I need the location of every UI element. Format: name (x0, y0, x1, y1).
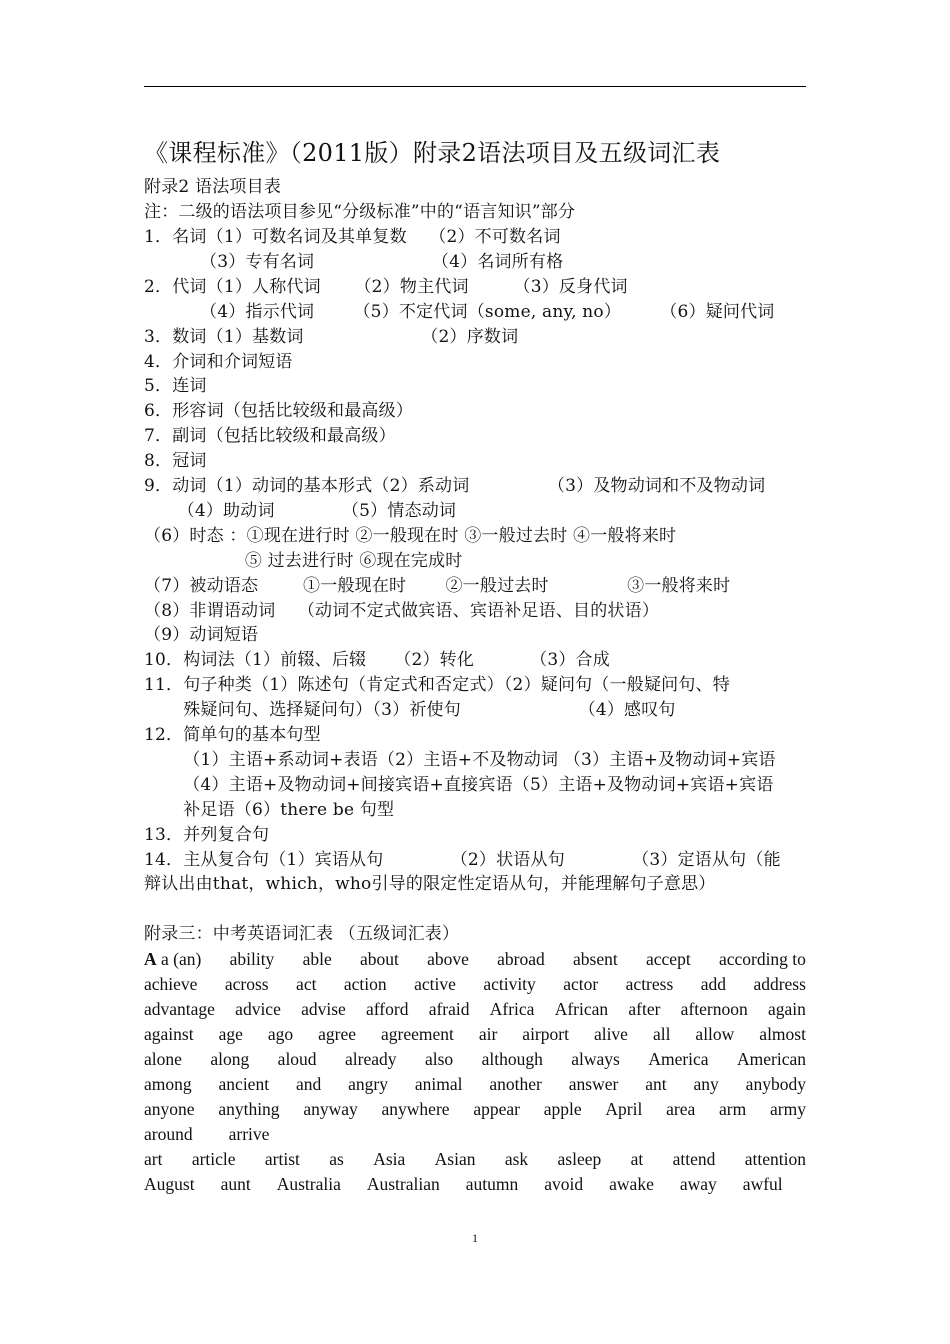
grammar-line (144, 226, 561, 248)
grammar-line (144, 873, 716, 895)
vocabulary-row (144, 1122, 806, 1147)
grammar-line-text: 殊疑问句、选择疑问句）（3）祈使句 （4）感叹句 (144, 700, 676, 721)
vocabulary-word: again (767, 999, 806, 1019)
grammar-line (144, 724, 321, 746)
vocabulary-word: Australian (366, 1174, 440, 1194)
vocabulary-word: April (605, 1099, 643, 1119)
vocabulary-word: answer (568, 1074, 619, 1094)
vocabulary-word: achieve (144, 974, 198, 994)
vocabulary-word: Asian (434, 1149, 476, 1169)
grammar-line (144, 550, 462, 572)
grammar-line-text: 14．主从复合句（1）宾语从句 （2）状语从句 （3）定语从句（能 (144, 849, 781, 870)
vocabulary-word: asleep (557, 1149, 602, 1169)
grammar-line (144, 251, 563, 273)
grammar-line (144, 276, 628, 298)
vocabulary-word: awake (609, 1174, 654, 1194)
grammar-line (144, 749, 776, 771)
vocabulary-row (144, 972, 806, 997)
grammar-line (144, 649, 610, 671)
vocabulary-word: at (630, 1149, 644, 1169)
vocabulary-word: alive (593, 1024, 628, 1044)
vocabulary-word: above (427, 949, 469, 969)
vocabulary-word: ant (645, 1074, 667, 1094)
grammar-line-text: 12．简单句的基本句型 (144, 725, 321, 745)
vocabulary-word: advantage (144, 999, 215, 1019)
vocabulary-word: actress (625, 974, 674, 994)
vocabulary-word: already (345, 1049, 397, 1069)
vocabulary-word: all (652, 1024, 671, 1044)
vocabulary-word: Asia (373, 1149, 406, 1169)
grammar-line-text: （1）主语+系动词+表语（2）主语+不及物动词 （3）主语+及物动词+宾语 (144, 749, 776, 770)
vocabulary-word: among (144, 1074, 192, 1094)
vocabulary-word: able (302, 949, 332, 969)
grammar-line (144, 400, 413, 422)
vocabulary-word: anywhere (381, 1099, 450, 1119)
vocabulary-word: artist (264, 1149, 300, 1169)
grammar-line-text: （3）专有名词 （4）名词所有格 (144, 251, 564, 272)
grammar-line (144, 326, 518, 348)
vocabulary-word: attend (672, 1149, 716, 1169)
grammar-line (144, 824, 269, 846)
vocabulary-word: awful (742, 1174, 783, 1194)
document-title: 《课程标准》（2011版）附录2语法项目及五级词汇表 (144, 139, 721, 167)
grammar-line-text: ⑤ 过去进行时 ⑥现在完成时 (144, 550, 463, 571)
vocabulary-word: angry (348, 1074, 388, 1094)
vocabulary-word: anyway (303, 1099, 358, 1119)
vocabulary-word: although (481, 1049, 543, 1069)
grammar-line-text: （9）动词短语 (144, 625, 259, 646)
appendix2-note: 注：二级的语法项目参见“分级标准”中的“语言知识”部分 (144, 202, 576, 222)
vocabulary-word: away (679, 1174, 717, 1194)
vocabulary-word: autumn (465, 1174, 519, 1194)
grammar-line-text: （8）非谓语动词 （动词不定式做宾语、宾语补足语、目的状语） (144, 600, 660, 621)
grammar-line-text: 13．并列复合句 (144, 824, 270, 845)
vocabulary-word: around (144, 1124, 193, 1144)
vocabulary-word: animal (414, 1074, 463, 1094)
vocabulary-row (144, 947, 806, 972)
grammar-line-text: （6）时态 ：①现在进行时 ②一般现在时 ③一般过去时 ④一般将来时 (144, 525, 677, 546)
grammar-line-text: 2．代词（1）人称代词 （2）物主代词 （3）反身代词 (144, 276, 628, 297)
vocabulary-row (144, 1072, 806, 1097)
vocabulary-word: agree (318, 1024, 356, 1044)
grammar-line-text: （4）指示代词 （5）不定代词（some, any, no） （6）疑问代词 (144, 301, 775, 322)
vocabulary-word: alone (144, 1049, 182, 1069)
vocabulary-word: advise (301, 999, 346, 1019)
grammar-line-text: 3．数词（1）基数词 （2）序数词 (144, 326, 519, 347)
vocabulary-row (144, 1097, 806, 1122)
vocabulary-word: arrive (228, 1124, 270, 1144)
vocabulary-word: ability (229, 949, 275, 969)
vocabulary-word: active (414, 974, 456, 994)
vocabulary-word: after (628, 999, 661, 1019)
vocabulary-word: agreement (380, 1024, 454, 1044)
appendix2-heading: 附录2 语法项目表 (144, 177, 282, 197)
grammar-line (144, 799, 394, 821)
section-letter: A (144, 949, 157, 969)
vocabulary-word: apple (543, 1099, 582, 1119)
grammar-line-text: 6．形容词（包括比较级和最高级） (144, 401, 414, 422)
vocabulary-word: air (478, 1024, 498, 1044)
appendix3-heading: 附录三：中考英语词汇表 （五级词汇表） (144, 924, 460, 944)
grammar-line (144, 301, 775, 323)
vocabulary-word: attention (744, 1149, 806, 1169)
vocabulary-word: army (770, 1099, 806, 1119)
vocabulary-word: absent (573, 949, 618, 969)
grammar-line (144, 375, 207, 397)
grammar-line (144, 624, 258, 646)
vocabulary-word: along (210, 1049, 250, 1069)
grammar-line (144, 450, 207, 472)
vocabulary-word: African (554, 999, 609, 1019)
grammar-line-text: 1．名词（1）可数名词及其单复数 （2）不可数名词 (144, 227, 561, 247)
vocabulary-word: almost (759, 1024, 806, 1044)
vocabulary-word: ancient (218, 1074, 270, 1094)
vocabulary-word: any (693, 1074, 719, 1094)
vocabulary-word: anyone (144, 1099, 195, 1119)
grammar-line-text: （7）被动语态 ①一般现在时 ②一般过去时 ③一般将来时 (144, 575, 731, 596)
vocabulary-word: as (329, 1149, 344, 1169)
vocabulary-word: ago (267, 1024, 294, 1044)
vocabulary-word: also (424, 1049, 454, 1069)
vocabulary-word: across (224, 974, 269, 994)
vocabulary-word: age (218, 1024, 243, 1044)
grammar-line (144, 475, 765, 497)
vocabulary-word: and (295, 1074, 322, 1094)
vocabulary-word: America (648, 1049, 709, 1069)
vocabulary-word: article (191, 1149, 236, 1169)
vocabulary-row (144, 1022, 806, 1047)
vocabulary-word: about (359, 949, 399, 969)
vocabulary-word: Australia (276, 1174, 341, 1194)
vocabulary-word: avoid (544, 1174, 584, 1194)
vocabulary-list (144, 947, 806, 1197)
grammar-line (144, 500, 456, 522)
grammar-line (144, 425, 396, 447)
grammar-line-text: 补足语（6）there be 句型 (144, 799, 395, 820)
vocabulary-word: afternoon (680, 999, 748, 1019)
grammar-line (144, 351, 293, 373)
vocabulary-word: aloud (277, 1049, 317, 1069)
vocabulary-word: actor (563, 974, 599, 994)
vocabulary-word: area (666, 1099, 696, 1119)
vocabulary-word: always (571, 1049, 620, 1069)
vocabulary-row (144, 997, 806, 1022)
grammar-line-text: （4）助动词 （5）情态动词 (144, 500, 457, 521)
vocabulary-word: according to (718, 949, 806, 969)
vocabulary-word: action (343, 974, 387, 994)
grammar-line (144, 525, 676, 547)
grammar-line-text: 5．连词 (144, 376, 207, 397)
vocabulary-word: aunt (220, 1174, 251, 1194)
vocabulary-row (144, 1172, 806, 1197)
vocabulary-word: address (753, 974, 806, 994)
grammar-line (144, 600, 659, 622)
grammar-line (144, 575, 730, 597)
vocabulary-word: airport (522, 1024, 569, 1044)
grammar-line-text: 8．冠词 (144, 451, 207, 472)
grammar-line-text: 4．介词和介词短语 (144, 351, 293, 372)
vocabulary-word: arm (719, 1099, 747, 1119)
vocabulary-word: anybody (745, 1074, 806, 1094)
vocabulary-word: afford (366, 999, 409, 1019)
vocabulary-word: afraid (428, 999, 470, 1019)
header-rule (144, 86, 806, 87)
grammar-line (144, 849, 781, 871)
grammar-line (144, 699, 676, 721)
vocabulary-word: add (700, 974, 726, 994)
vocabulary-word: allow (695, 1024, 735, 1044)
vocabulary-word: abroad (497, 949, 545, 969)
grammar-line-text: （4）主语+及物动词+间接宾语+直接宾语（5）主语+及物动词+宾语+宾语 (144, 774, 774, 795)
grammar-line (144, 674, 730, 696)
vocabulary-word: advice (235, 999, 281, 1019)
vocabulary-word: activity (483, 974, 536, 994)
grammar-line-text: 9．动词（1）动词的基本形式（2）系动词 （3）及物动词和不及物动词 (144, 476, 766, 496)
page-number: 1 (472, 1231, 478, 1245)
vocabulary-word: act (296, 974, 317, 994)
vocabulary-word: ask (504, 1149, 529, 1169)
grammar-line-text: 7．副词（包括比较级和最高级） (144, 426, 396, 447)
grammar-line (144, 774, 774, 796)
vocabulary-row (144, 1147, 806, 1172)
vocabulary-row (144, 1047, 806, 1072)
vocabulary-word: August (144, 1174, 195, 1194)
vocabulary-word: accept (646, 949, 691, 969)
vocabulary-word: Africa (489, 999, 535, 1019)
vocabulary-word: anything (218, 1099, 280, 1119)
grammar-line-text: 11．句子种类（1）陈述句（肯定式和否定式）（2）疑问句（一般疑问句、特 (144, 675, 730, 696)
vocabulary-word: appear (473, 1099, 520, 1119)
grammar-line-text: 10．构词法（1）前辍、后辍 （2）转化 （3）合成 (144, 650, 610, 671)
vocabulary-word: another (489, 1074, 542, 1094)
grammar-line-text: 辩认出由that，which，who引导的限定性定语从句，并能理解句子意思） (144, 874, 716, 895)
vocabulary-word: American (737, 1049, 806, 1069)
vocabulary-word: against (144, 1024, 194, 1044)
vocabulary-word: a (an) (156, 949, 202, 969)
vocabulary-word: art (144, 1149, 163, 1169)
